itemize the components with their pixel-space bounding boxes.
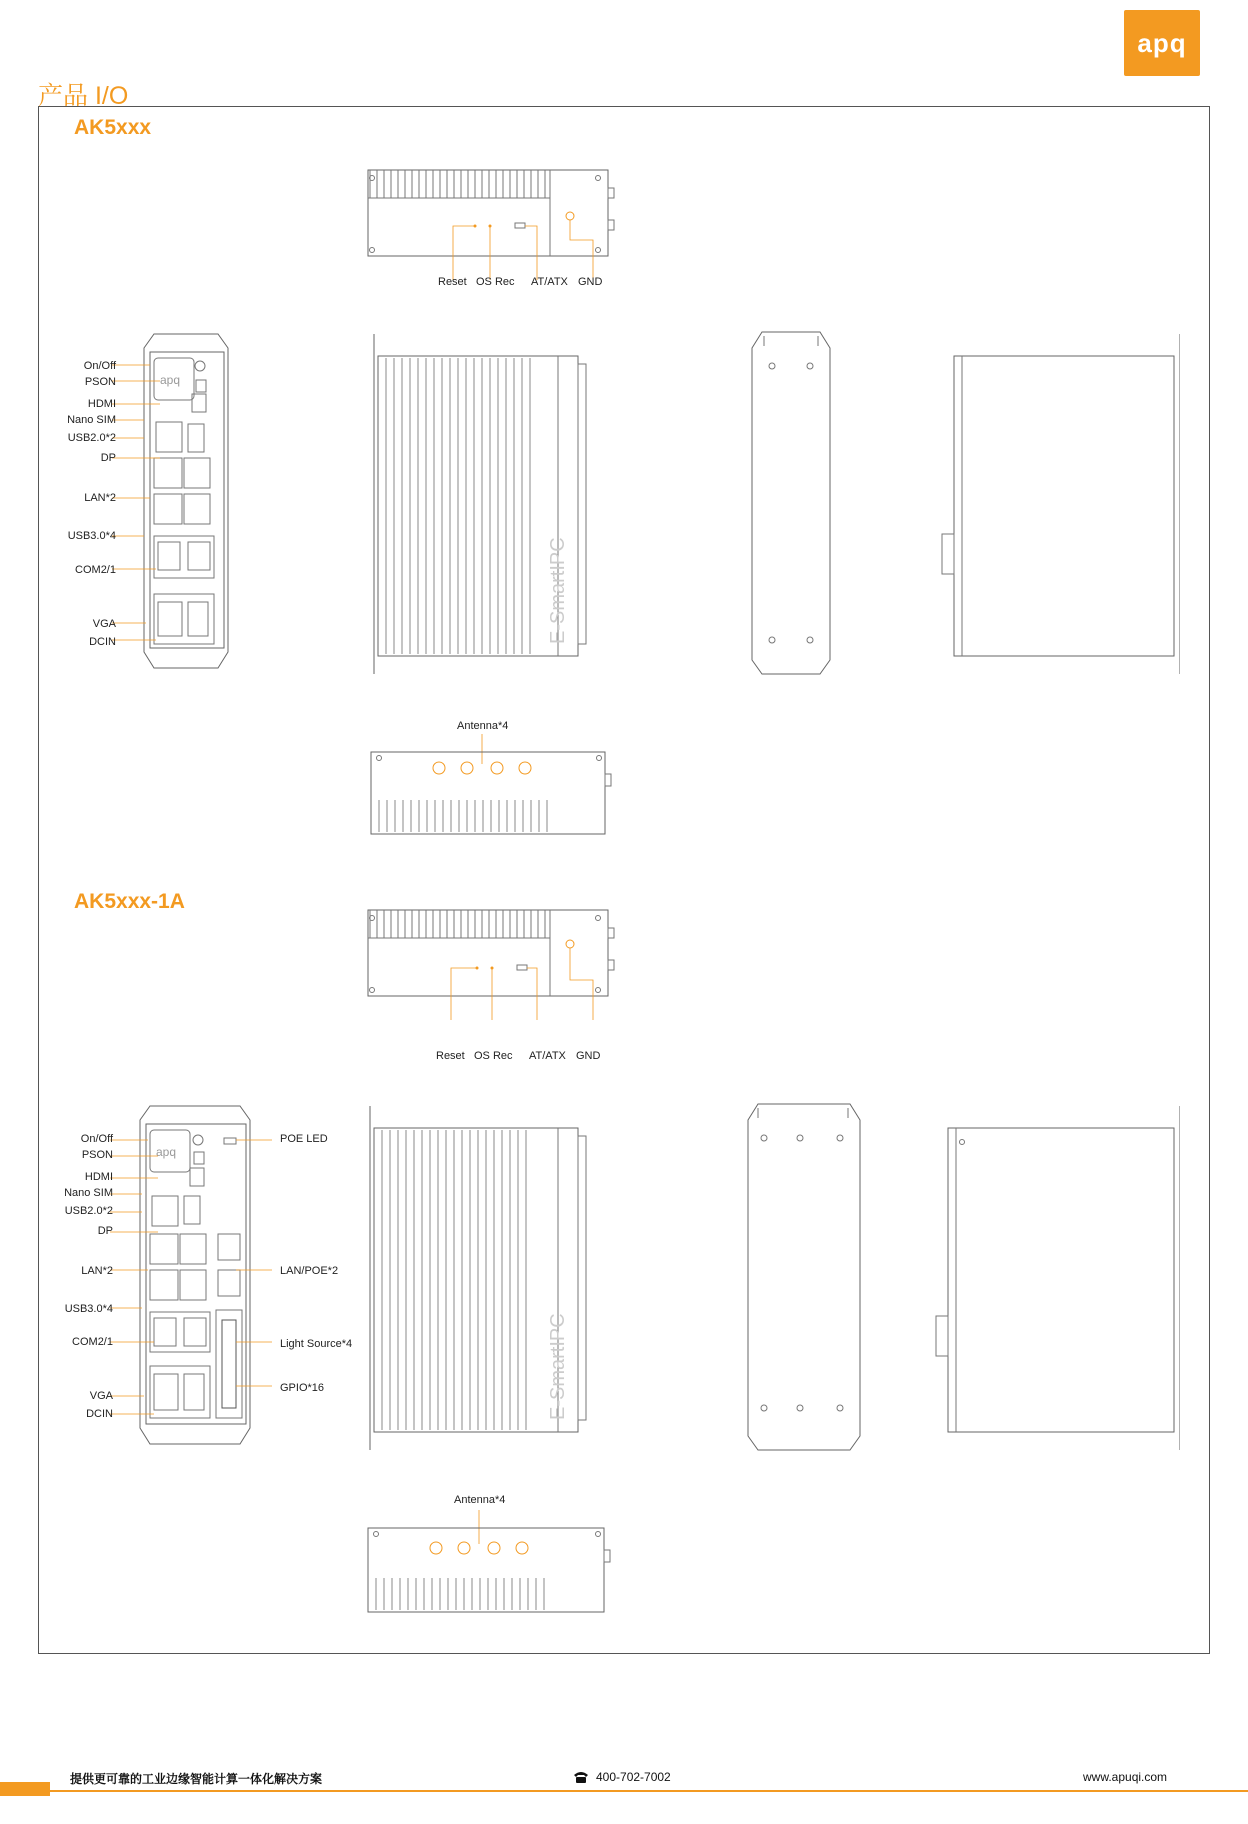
label-usb20-2: USB2.0*2 [64,1205,113,1217]
label-usb30: USB3.0*4 [67,530,116,542]
label-dcin: DCIN [89,636,116,648]
label-vga: VGA [92,618,116,630]
top-view-ak5xxx [365,164,620,289]
footer-accent-line [0,1790,1248,1792]
label-hdmi: HDMI [87,398,116,410]
label-antenna-ak5xxx-1a: Antenna*4 [454,1494,506,1506]
label-lan-2: LAN*2 [81,1265,113,1277]
svg-text:E-SmartIPC: E-SmartIPC [547,537,569,644]
rear-side-ak5xxx [940,334,1180,674]
label-light-source: Light Source*4 [280,1338,353,1350]
label-on-off: On/Off [83,360,116,372]
label-nano-sim: Nano SIM [67,414,116,426]
label-hdmi-2: HDMI [84,1171,113,1183]
phone-icon [572,1770,592,1784]
label-dp: DP [100,452,116,464]
rear-side-ak5xxx-1a [934,1106,1180,1450]
bottom-plate-ak5xxx-1a [744,1102,864,1452]
antenna-view-ak5xxx-1a [362,1510,620,1620]
label-reset-2: Reset [436,1050,465,1062]
footer-phone[interactable]: 400-702-7002 [596,1770,671,1784]
label-vga-2: VGA [89,1390,113,1402]
footer-website[interactable]: www.apuqi.com [1083,1770,1168,1784]
label-pson: PSON [84,376,116,388]
side-view-ak5xxx-1a [364,1106,606,1450]
label-com: COM2/1 [75,564,116,576]
front-panel-ak5xxx-leaders [110,332,170,674]
front-panel-ak5xxx-1a-leaders-left [108,1104,168,1450]
label-gnd: GND [578,276,603,288]
label-poe-led: POE LED [280,1133,328,1145]
page-title: 产品 I/O [38,82,129,110]
bottom-plate-ak5xxx [748,330,834,676]
label-usb30-2: USB3.0*4 [64,1303,113,1315]
label-nano-sim-2: Nano SIM [64,1187,113,1199]
label-gpio: GPIO*16 [280,1382,325,1394]
label-dp-2: DP [97,1225,113,1237]
label-on-off-2: On/Off [80,1133,113,1145]
footer-accent-tab [0,1782,50,1796]
label-lan: LAN*2 [84,492,116,504]
label-antenna-ak5xxx: Antenna*4 [457,720,509,732]
svg-text:E-SmartIPC: E-SmartIPC [547,1313,569,1420]
top-view-ak5xxx-1a [365,904,620,1029]
label-at-atx-2: AT/ATX [529,1050,566,1062]
label-os-rec-2: OS Rec [474,1050,513,1062]
svg-text:apq: apq [156,1145,177,1159]
label-os-rec: OS Rec [476,276,515,288]
brand-logo: apq [1124,10,1200,76]
front-panel-ak5xxx-1a-leaders-right [236,1104,276,1450]
svg-text:apq: apq [160,373,181,387]
label-gnd-2: GND [576,1050,601,1062]
model-title-ak5xxx: AK5xxx [74,116,152,139]
label-pson-2: PSON [81,1149,113,1161]
label-at-atx: AT/ATX [531,276,568,288]
label-lan-poe: LAN/POE*2 [280,1265,339,1277]
side-view-ak5xxx [368,334,606,674]
antenna-view-ak5xxx [365,734,620,844]
model-title-ak5xxx-1a: AK5xxx-1A [74,890,185,913]
label-com-2: COM2/1 [72,1336,113,1348]
footer-slogan: 提供更可靠的工业边缘智能计算一体化解决方案 [70,1772,323,1786]
label-usb20: USB2.0*2 [67,432,116,444]
label-reset: Reset [438,276,467,288]
label-dcin-2: DCIN [86,1408,113,1420]
